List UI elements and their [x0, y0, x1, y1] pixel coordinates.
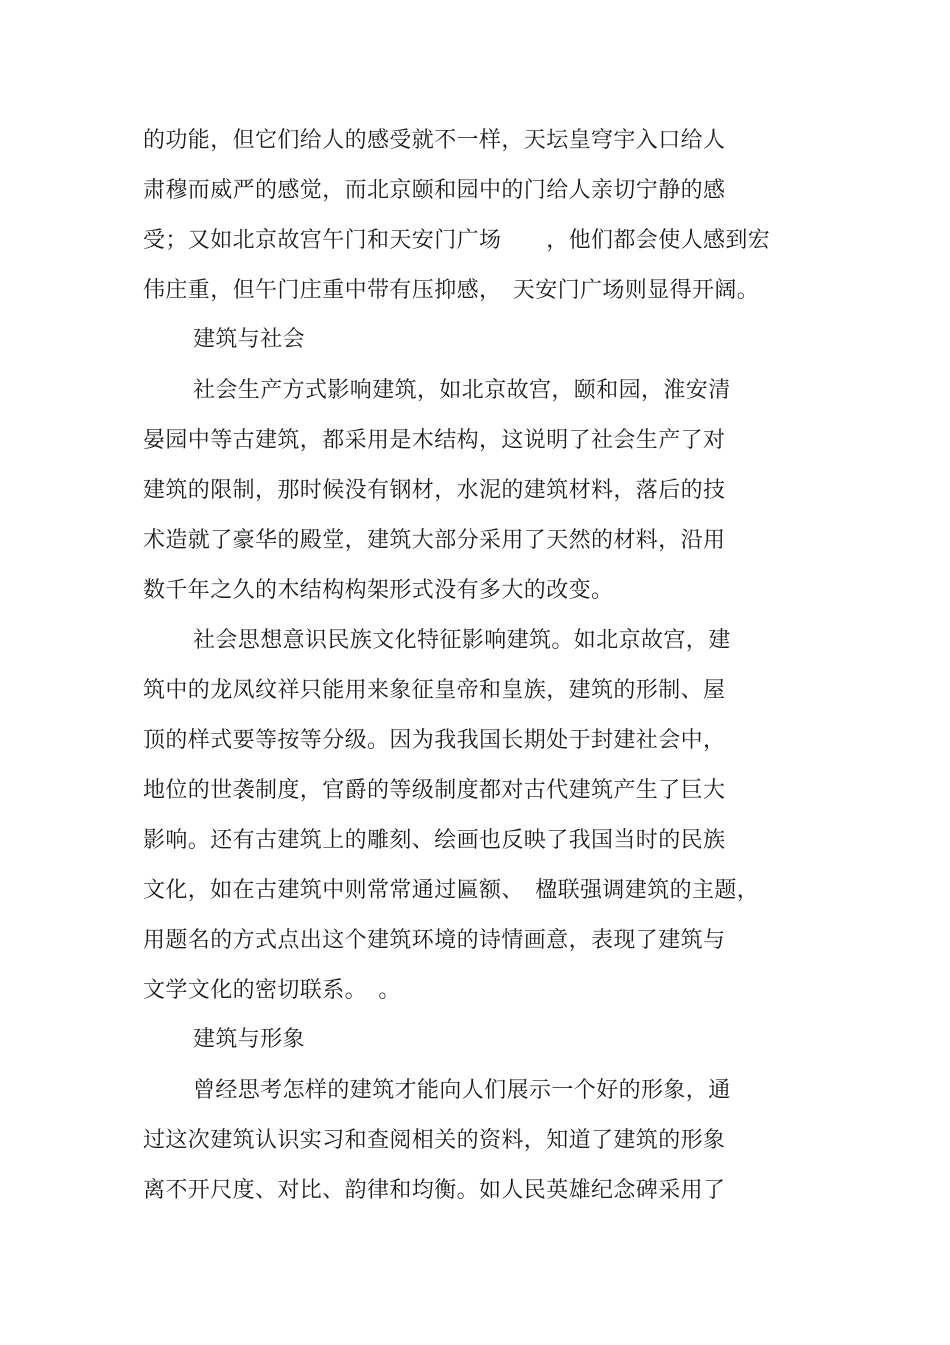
body-line: 的功能，但它们给人的感受就不一样，天坛皇穹宇入口给人	[143, 128, 726, 153]
body-line: 文化，如在古建筑中则常常通过匾额、 楹联强调建筑的主题，	[143, 878, 760, 903]
body-line: 数千年之久的木结构构架形式没有多大的改变。	[143, 578, 614, 603]
section-heading: 建筑与形象	[193, 1027, 306, 1052]
body-line: 晏园中等古建筑，都采用是木结构，这说明了社会生产了对	[143, 428, 726, 453]
body-line: 用题名的方式点出这个建筑环境的诗情画意，表现了建筑与	[143, 928, 726, 953]
body-line: 文学文化的密切联系。 。	[143, 978, 401, 1003]
body-line: 肃穆而威严的感觉，而北京颐和园中的门给人亲切宁静的感	[143, 178, 726, 203]
body-line: 筑中的龙凤纹祥只能用来象征皇帝和皇族，建筑的形制、屋	[143, 678, 726, 703]
body-line: 离不开尺度、对比、韵律和均衡。如人民英雄纪念碑采用了	[143, 1178, 726, 1203]
body-line: 过这次建筑认识实习和查阅相关的资料，知道了建筑的形象	[143, 1128, 726, 1153]
body-line: 影响。还有古建筑上的雕刻、绘画也反映了我国当时的民族	[143, 828, 726, 853]
body-line: 术造就了豪华的殿堂，建筑大部分采用了天然的材料，沿用	[143, 528, 726, 553]
section-heading: 建筑与社会	[193, 327, 306, 352]
body-line: 受；又如北京故宫午门和天安门广场 ，他们都会使人感到宏	[143, 228, 771, 253]
body-line: 曾经思考怎样的建筑才能向人们展示一个好的形象，通	[193, 1078, 731, 1103]
body-line: 社会生产方式影响建筑，如北京故宫，颐和园，淮安清	[193, 378, 731, 403]
body-line: 地位的世袭制度，官爵的等级制度都对古代建筑产生了巨大	[143, 778, 726, 803]
body-line: 顶的样式要等按等分级。因为我我国长期处于封建社会中，	[143, 728, 726, 753]
body-line: 建筑的限制，那时候没有钢材，水泥的建筑材料，落后的技	[143, 478, 726, 503]
body-line: 社会思想意识民族文化特征影响建筑。如北京故宫，建	[193, 628, 731, 653]
body-line: 伟庄重，但午门庄重中带有压抑感， 天安门广场则显得开阔。	[143, 278, 760, 303]
